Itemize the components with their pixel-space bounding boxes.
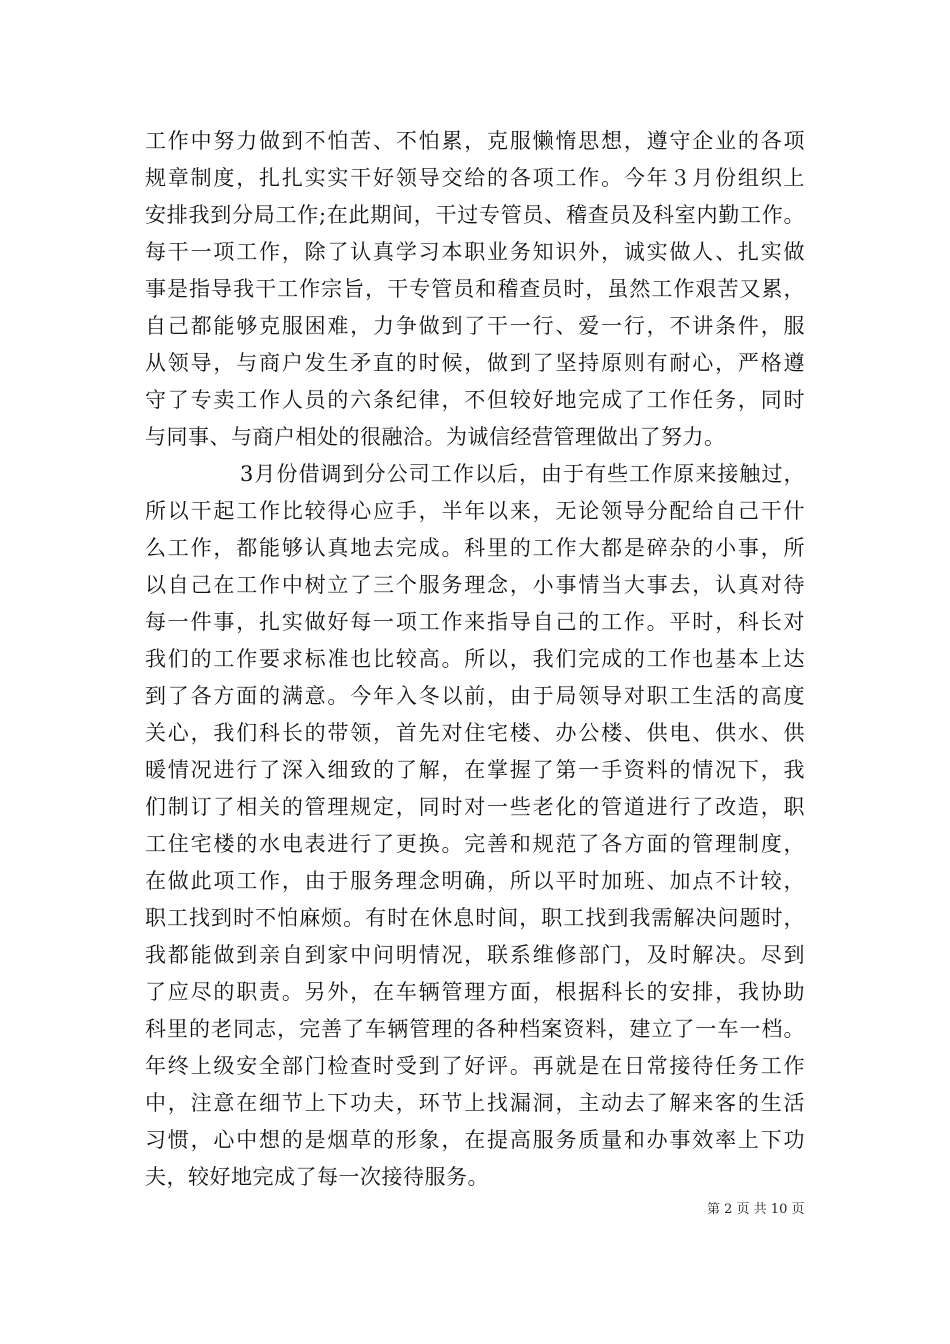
paragraph-line: 科里的老同志，完善了车辆管理的各种档案资料，建立了一车一档。 — [145, 1017, 805, 1041]
paragraph-line: 中，注意在细节上下功夫，环节上找漏洞，主动去了解来客的生活 — [145, 1091, 805, 1115]
paragraph-line: 职工找到时不怕麻烦。有时在休息时间，职工找到我需解决问题时， — [145, 906, 805, 930]
paragraph-line: 自己都能够克服困难，力争做到了干一行、爱一行，不讲条件，服 — [145, 314, 805, 338]
paragraph-line: 事是指导我干工作宗旨，干专管员和稽查员时，虽然工作艰苦又累， — [145, 277, 805, 301]
paragraph-line: 了应尽的职责。另外，在车辆管理方面，根据科长的安排，我协助 — [145, 980, 805, 1004]
paragraph-line: 3月份借调到分公司工作以后，由于有些工作原来接触过， — [240, 462, 805, 486]
paragraph-line: 到了各方面的满意。今年入冬以前，由于局领导对职工生活的高度 — [145, 684, 805, 708]
paragraph-line: 规章制度，扎扎实实干好领导交给的各项工作。今年３月份组织上 — [145, 166, 805, 190]
paragraph-line: 年终上级安全部门检查时受到了好评。再就是在日常接待任务工作 — [145, 1054, 805, 1078]
paragraph-line: 从领导，与商户发生矛直的时候，做到了坚持原则有耐心，严格遵 — [145, 351, 805, 375]
paragraph-line: 工作中努力做到不怕苦、不怕累，克服懒惰思想，遵守企业的各项 — [145, 129, 805, 153]
paragraph-line: 我们的工作要求标准也比较高。所以，我们完成的工作也基本上达 — [145, 647, 805, 671]
paragraph-line: 所以干起工作比较得心应手，半年以来，无论领导分配给自己干什 — [145, 499, 805, 523]
paragraph-line: 暖情况进行了深入细致的了解，在掌握了第一手资料的情况下，我 — [145, 758, 805, 782]
paragraph-line: 守了专卖工作人员的六条纪律，不但较好地完成了工作任务，同时 — [145, 388, 805, 412]
paragraph-line: 每干一项工作，除了认真学习本职业务知识外，诚实做人、扎实做 — [145, 240, 805, 264]
paragraph-line: 么工作，都能够认真地去完成。科里的工作大都是碎杂的小事，所 — [145, 536, 805, 560]
paragraph-line: 与同事、与商户相处的很融洽。为诚信经营管理做出了努力。 — [145, 425, 726, 449]
page-number-footer: 第 2 页 共 10 页 — [707, 1202, 805, 1217]
paragraph-line: 关心，我们科长的带领，首先对住宅楼、办公楼、供电、供水、供 — [145, 721, 805, 745]
paragraph-line: 在做此项工作，由于服务理念明确，所以平时加班、加点不计较， — [145, 869, 805, 893]
paragraph-line: 我都能做到亲自到家中问明情况，联系维修部门，及时解决。尽到 — [145, 943, 805, 967]
paragraph-line: 夫，较好地完成了每一次接待服务。 — [145, 1165, 489, 1189]
paragraph-line: 以自己在工作中树立了三个服务理念，小事情当大事去，认真对待 — [145, 573, 805, 597]
paragraph-line: 安排我到分局工作;在此期间，干过专管员、稽查员及科室内勤工作。 — [145, 203, 805, 227]
paragraph-line: 习惯，心中想的是烟草的形象，在提高服务质量和办事效率上下功 — [145, 1128, 805, 1152]
paragraph-line: 工住宅楼的水电表进行了更换。完善和规范了各方面的管理制度， — [145, 832, 805, 856]
paragraph-line: 们制订了相关的管理规定，同时对一些老化的管道进行了改造，职 — [145, 795, 805, 819]
paragraph-line: 每一件事，扎实做好每一项工作来指导自己的工作。平时，科长对 — [145, 610, 805, 634]
